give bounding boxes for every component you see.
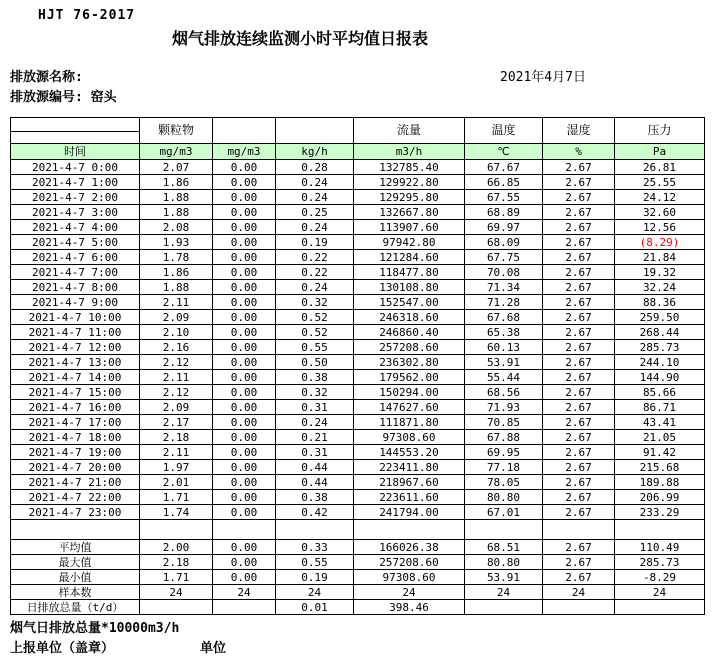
value-cell: 0.00	[213, 540, 276, 555]
value-cell: 60.13	[465, 340, 543, 355]
value-cell: 2.11	[140, 445, 213, 460]
footer-note: 烟气日排放总量*10000m3/h	[10, 621, 180, 636]
summary-label-cell: 平均值	[11, 540, 140, 555]
unit-label: 单位	[200, 641, 227, 656]
value-cell: 189.88	[615, 475, 705, 490]
unit-m3h: m3/h	[354, 144, 465, 160]
value-cell: 132785.40	[354, 160, 465, 175]
value-cell: 2.67	[543, 430, 615, 445]
value-cell: -8.29	[615, 570, 705, 585]
time-cell: 2021-4-7 4:00	[11, 220, 140, 235]
value-cell: 0.00	[213, 265, 276, 280]
value-cell: 2.11	[140, 295, 213, 310]
value-cell: 2.16	[140, 340, 213, 355]
summary-row	[11, 585, 705, 600]
value-cell: 2.10	[140, 325, 213, 340]
value-cell: 68.09	[465, 235, 543, 250]
data-rows	[11, 160, 705, 615]
value-cell: 1.88	[140, 190, 213, 205]
table-row	[11, 355, 705, 370]
value-cell: 144.90	[615, 370, 705, 385]
summary-label-cell: 最大值	[11, 555, 140, 570]
value-cell: 67.67	[465, 160, 543, 175]
value-cell: 236302.80	[354, 355, 465, 370]
value-cell: 0.01	[276, 600, 354, 615]
value-cell: 1.93	[140, 235, 213, 250]
value-cell: 1.71	[140, 490, 213, 505]
value-cell: 67.68	[465, 310, 543, 325]
value-cell: (8.29)	[615, 235, 705, 250]
value-cell: 246860.40	[354, 325, 465, 340]
value-cell	[615, 520, 705, 540]
value-cell: 2.67	[543, 385, 615, 400]
table-row	[11, 220, 705, 235]
value-cell: 0.00	[213, 505, 276, 520]
source-id-label: 排放源编号: 窑头	[10, 90, 117, 105]
table-row	[11, 250, 705, 265]
value-cell: 0.33	[276, 540, 354, 555]
value-cell: 0.24	[276, 280, 354, 295]
value-cell: 2.67	[543, 250, 615, 265]
value-cell: 0.00	[213, 280, 276, 295]
value-cell: 2.67	[543, 175, 615, 190]
value-cell: 132667.80	[354, 205, 465, 220]
table-row	[11, 370, 705, 385]
time-cell: 2021-4-7 6:00	[11, 250, 140, 265]
table-row	[11, 295, 705, 310]
value-cell: 2.07	[140, 160, 213, 175]
value-cell: 0.52	[276, 310, 354, 325]
value-cell	[543, 520, 615, 540]
value-cell: 0.00	[213, 370, 276, 385]
value-cell: 0.24	[276, 415, 354, 430]
time-cell: 2021-4-7 17:00	[11, 415, 140, 430]
value-cell	[615, 600, 705, 615]
value-cell: 218967.60	[354, 475, 465, 490]
time-cell: 2021-4-7 9:00	[11, 295, 140, 310]
value-cell: 24	[615, 585, 705, 600]
value-cell: 0.38	[276, 370, 354, 385]
value-cell: 2.67	[543, 445, 615, 460]
value-cell: 246318.60	[354, 310, 465, 325]
unit-header-row	[11, 144, 705, 160]
summary-label-cell: 样本数	[11, 585, 140, 600]
value-cell: 144553.20	[354, 445, 465, 460]
value-cell: 0.42	[276, 505, 354, 520]
value-cell: 0.44	[276, 460, 354, 475]
empty-group-header	[213, 118, 276, 144]
value-cell: 2.18	[140, 430, 213, 445]
table-row	[11, 190, 705, 205]
time-cell: 2021-4-7 1:00	[11, 175, 140, 190]
value-cell: 0.00	[213, 385, 276, 400]
time-cell: 2021-4-7 18:00	[11, 430, 140, 445]
value-cell: 77.18	[465, 460, 543, 475]
pressure-group-header: 压力	[615, 118, 705, 144]
value-cell: 244.10	[615, 355, 705, 370]
value-cell: 24	[543, 585, 615, 600]
value-cell: 2.67	[543, 460, 615, 475]
value-cell	[465, 600, 543, 615]
value-cell	[140, 600, 213, 615]
value-cell: 0.00	[213, 400, 276, 415]
humidity-group-header: 湿度	[543, 118, 615, 144]
value-cell: 0.32	[276, 385, 354, 400]
value-cell: 0.00	[213, 160, 276, 175]
table-row	[11, 160, 705, 175]
value-cell: 69.97	[465, 220, 543, 235]
value-cell: 0.32	[276, 295, 354, 310]
value-cell: 1.74	[140, 505, 213, 520]
time-cell: 2021-4-7 14:00	[11, 370, 140, 385]
value-cell: 97942.80	[354, 235, 465, 250]
value-cell: 0.22	[276, 250, 354, 265]
time-cell: 2021-4-7 22:00	[11, 490, 140, 505]
value-cell: 2.67	[543, 370, 615, 385]
value-cell: 21.84	[615, 250, 705, 265]
value-cell: 0.00	[213, 205, 276, 220]
value-cell: 19.32	[615, 265, 705, 280]
value-cell: 0.24	[276, 175, 354, 190]
value-cell: 2.67	[543, 540, 615, 555]
value-cell: 0.55	[276, 340, 354, 355]
time-cell: 2021-4-7 13:00	[11, 355, 140, 370]
value-cell: 2.67	[543, 190, 615, 205]
value-cell: 66.85	[465, 175, 543, 190]
value-cell: 179562.00	[354, 370, 465, 385]
value-cell: 2.67	[543, 205, 615, 220]
table-row	[11, 340, 705, 355]
value-cell: 97308.60	[354, 430, 465, 445]
value-cell: 1.86	[140, 265, 213, 280]
value-cell: 0.21	[276, 430, 354, 445]
time-cell: 2021-4-7 10:00	[11, 310, 140, 325]
table-row	[11, 475, 705, 490]
value-cell: 0.31	[276, 400, 354, 415]
value-cell: 1.86	[140, 175, 213, 190]
value-cell: 67.75	[465, 250, 543, 265]
value-cell: 0.19	[276, 570, 354, 585]
value-cell: 166026.38	[354, 540, 465, 555]
value-cell: 2.67	[543, 235, 615, 250]
table-row	[11, 490, 705, 505]
unit-celsius: ℃	[465, 144, 543, 160]
source-name-label: 排放源名称:	[10, 70, 83, 85]
value-cell: 2.67	[543, 555, 615, 570]
value-cell: 68.51	[465, 540, 543, 555]
table-row	[11, 385, 705, 400]
value-cell: 2.67	[543, 295, 615, 310]
value-cell: 0.00	[213, 325, 276, 340]
value-cell: 0.00	[213, 340, 276, 355]
value-cell: 2.17	[140, 415, 213, 430]
value-cell: 0.00	[213, 310, 276, 325]
value-cell: 2.67	[543, 265, 615, 280]
value-cell: 71.28	[465, 295, 543, 310]
value-cell: 2.08	[140, 220, 213, 235]
table-row	[11, 280, 705, 295]
table-row	[11, 205, 705, 220]
value-cell: 1.97	[140, 460, 213, 475]
value-cell: 118477.80	[354, 265, 465, 280]
value-cell: 85.66	[615, 385, 705, 400]
value-cell: 26.81	[615, 160, 705, 175]
value-cell: 2.12	[140, 385, 213, 400]
value-cell: 0.44	[276, 475, 354, 490]
value-cell: 0.00	[213, 235, 276, 250]
value-cell: 24	[213, 585, 276, 600]
value-cell: 24	[140, 585, 213, 600]
value-cell: 67.55	[465, 190, 543, 205]
value-cell: 0.22	[276, 265, 354, 280]
value-cell: 21.05	[615, 430, 705, 445]
flow-group-header: 流量	[354, 118, 465, 144]
value-cell: 24.12	[615, 190, 705, 205]
time-cell: 2021-4-7 16:00	[11, 400, 140, 415]
value-cell: 257208.60	[354, 555, 465, 570]
table-row	[11, 430, 705, 445]
unit-mgm3: mg/m3	[213, 144, 276, 160]
value-cell: 150294.00	[354, 385, 465, 400]
value-cell: 0.24	[276, 190, 354, 205]
value-cell: 0.19	[276, 235, 354, 250]
value-cell: 129922.80	[354, 175, 465, 190]
value-cell: 0.00	[213, 460, 276, 475]
value-cell: 223411.80	[354, 460, 465, 475]
value-cell: 2.67	[543, 475, 615, 490]
value-cell: 129295.80	[354, 190, 465, 205]
table-row	[11, 445, 705, 460]
value-cell: 67.88	[465, 430, 543, 445]
value-cell: 2.67	[543, 415, 615, 430]
table-row	[11, 505, 705, 520]
pm-group-header: 颗粒物	[140, 118, 213, 144]
value-cell: 0.00	[213, 475, 276, 490]
value-cell: 257208.60	[354, 340, 465, 355]
value-cell: 80.80	[465, 555, 543, 570]
value-cell: 233.29	[615, 505, 705, 520]
summary-row	[11, 555, 705, 570]
report-unit-label: 上报单位（盖章）	[10, 641, 115, 656]
time-cell: 2021-4-7 5:00	[11, 235, 140, 250]
value-cell: 0.00	[213, 250, 276, 265]
time-header: 时间	[11, 144, 140, 160]
time-group-header	[11, 118, 140, 144]
value-cell	[465, 520, 543, 540]
value-cell	[213, 600, 276, 615]
value-cell: 86.71	[615, 400, 705, 415]
value-cell: 1.71	[140, 570, 213, 585]
table-row	[11, 310, 705, 325]
spacer-row	[11, 520, 705, 540]
value-cell: 259.50	[615, 310, 705, 325]
unit-pa: Pa	[615, 144, 705, 160]
value-cell: 24	[276, 585, 354, 600]
value-cell: 130108.80	[354, 280, 465, 295]
value-cell: 0.00	[213, 295, 276, 310]
value-cell: 69.95	[465, 445, 543, 460]
time-cell: 2021-4-7 2:00	[11, 190, 140, 205]
value-cell: 24	[354, 585, 465, 600]
value-cell: 68.89	[465, 205, 543, 220]
table-row	[11, 265, 705, 280]
value-cell: 1.88	[140, 280, 213, 295]
doc-code: HJT 76-2017	[38, 8, 136, 23]
value-cell: 12.56	[615, 220, 705, 235]
temperature-group-header: 温度	[465, 118, 543, 144]
group-header-row	[11, 118, 705, 144]
value-cell: 67.01	[465, 505, 543, 520]
value-cell: 53.91	[465, 570, 543, 585]
value-cell: 1.78	[140, 250, 213, 265]
value-cell: 147627.60	[354, 400, 465, 415]
time-cell: 2021-4-7 11:00	[11, 325, 140, 340]
unit-mgm3: mg/m3	[140, 144, 213, 160]
table-row	[11, 175, 705, 190]
value-cell: 285.73	[615, 340, 705, 355]
summary-row	[11, 540, 705, 555]
value-cell	[543, 600, 615, 615]
value-cell: 71.34	[465, 280, 543, 295]
value-cell: 0.52	[276, 325, 354, 340]
value-cell: 53.91	[465, 355, 543, 370]
time-cell: 2021-4-7 12:00	[11, 340, 140, 355]
summary-label-cell: 日排放总量（t/d）	[11, 600, 140, 615]
value-cell: 0.25	[276, 205, 354, 220]
unit-kgh: kg/h	[276, 144, 354, 160]
header-divider-line	[11, 131, 140, 132]
value-cell: 0.55	[276, 555, 354, 570]
value-cell: 113907.60	[354, 220, 465, 235]
value-cell: 0.00	[213, 445, 276, 460]
value-cell: 70.08	[465, 265, 543, 280]
time-cell: 2021-4-7 3:00	[11, 205, 140, 220]
value-cell: 0.00	[213, 415, 276, 430]
value-cell: 2.67	[543, 220, 615, 235]
table-row	[11, 415, 705, 430]
value-cell: 285.73	[615, 555, 705, 570]
value-cell: 2.67	[543, 340, 615, 355]
time-cell: 2021-4-7 21:00	[11, 475, 140, 490]
value-cell: 0.00	[213, 355, 276, 370]
table-row	[11, 325, 705, 340]
value-cell: 0.00	[213, 555, 276, 570]
time-cell: 2021-4-7 0:00	[11, 160, 140, 175]
value-cell: 2.67	[543, 490, 615, 505]
value-cell: 2.09	[140, 400, 213, 415]
value-cell: 0.00	[213, 220, 276, 235]
value-cell: 2.67	[543, 505, 615, 520]
value-cell: 2.09	[140, 310, 213, 325]
time-cell: 2021-4-7 15:00	[11, 385, 140, 400]
value-cell	[140, 520, 213, 540]
value-cell: 0.38	[276, 490, 354, 505]
value-cell	[354, 520, 465, 540]
value-cell: 55.44	[465, 370, 543, 385]
value-cell: 65.38	[465, 325, 543, 340]
value-cell: 80.80	[465, 490, 543, 505]
value-cell: 398.46	[354, 600, 465, 615]
table-row	[11, 235, 705, 250]
value-cell: 71.93	[465, 400, 543, 415]
value-cell: 68.56	[465, 385, 543, 400]
value-cell: 215.68	[615, 460, 705, 475]
value-cell: 2.67	[543, 570, 615, 585]
value-cell: 2.01	[140, 475, 213, 490]
table-row	[11, 400, 705, 415]
value-cell: 121284.60	[354, 250, 465, 265]
value-cell	[276, 520, 354, 540]
value-cell: 0.50	[276, 355, 354, 370]
value-cell: 152547.00	[354, 295, 465, 310]
value-cell: 91.42	[615, 445, 705, 460]
page-title: 烟气排放连续监测小时平均值日报表	[171, 29, 428, 48]
value-cell: 2.00	[140, 540, 213, 555]
value-cell: 2.67	[543, 160, 615, 175]
value-cell: 32.60	[615, 205, 705, 220]
value-cell: 78.05	[465, 475, 543, 490]
value-cell: 241794.00	[354, 505, 465, 520]
time-cell	[11, 520, 140, 540]
summary-row	[11, 570, 705, 585]
value-cell: 268.44	[615, 325, 705, 340]
table-row	[11, 460, 705, 475]
value-cell: 2.67	[543, 355, 615, 370]
unit-percent: %	[543, 144, 615, 160]
value-cell: 1.88	[140, 205, 213, 220]
value-cell: 0.00	[213, 190, 276, 205]
value-cell: 2.67	[543, 325, 615, 340]
value-cell: 24	[465, 585, 543, 600]
value-cell: 0.24	[276, 220, 354, 235]
time-cell: 2021-4-7 20:00	[11, 460, 140, 475]
value-cell: 0.28	[276, 160, 354, 175]
value-cell: 88.36	[615, 295, 705, 310]
value-cell: 25.55	[615, 175, 705, 190]
summary-label-cell: 最小值	[11, 570, 140, 585]
value-cell: 206.99	[615, 490, 705, 505]
value-cell: 2.12	[140, 355, 213, 370]
data-table	[10, 117, 705, 615]
value-cell: 2.11	[140, 370, 213, 385]
value-cell: 0.00	[213, 430, 276, 445]
value-cell: 2.67	[543, 310, 615, 325]
value-cell: 223611.60	[354, 490, 465, 505]
value-cell: 70.85	[465, 415, 543, 430]
value-cell: 32.24	[615, 280, 705, 295]
value-cell: 43.41	[615, 415, 705, 430]
summary-row	[11, 600, 705, 615]
time-cell: 2021-4-7 8:00	[11, 280, 140, 295]
value-cell: 0.00	[213, 175, 276, 190]
value-cell: 110.49	[615, 540, 705, 555]
value-cell	[213, 520, 276, 540]
value-cell: 97308.60	[354, 570, 465, 585]
time-cell: 2021-4-7 7:00	[11, 265, 140, 280]
empty-group-header	[276, 118, 354, 144]
value-cell: 2.67	[543, 280, 615, 295]
value-cell: 2.18	[140, 555, 213, 570]
value-cell: 0.00	[213, 490, 276, 505]
time-cell: 2021-4-7 23:00	[11, 505, 140, 520]
value-cell: 2.67	[543, 400, 615, 415]
report-date: 2021年4月7日	[500, 70, 586, 85]
value-cell: 0.31	[276, 445, 354, 460]
value-cell: 111871.80	[354, 415, 465, 430]
value-cell: 0.00	[213, 570, 276, 585]
time-cell: 2021-4-7 19:00	[11, 445, 140, 460]
